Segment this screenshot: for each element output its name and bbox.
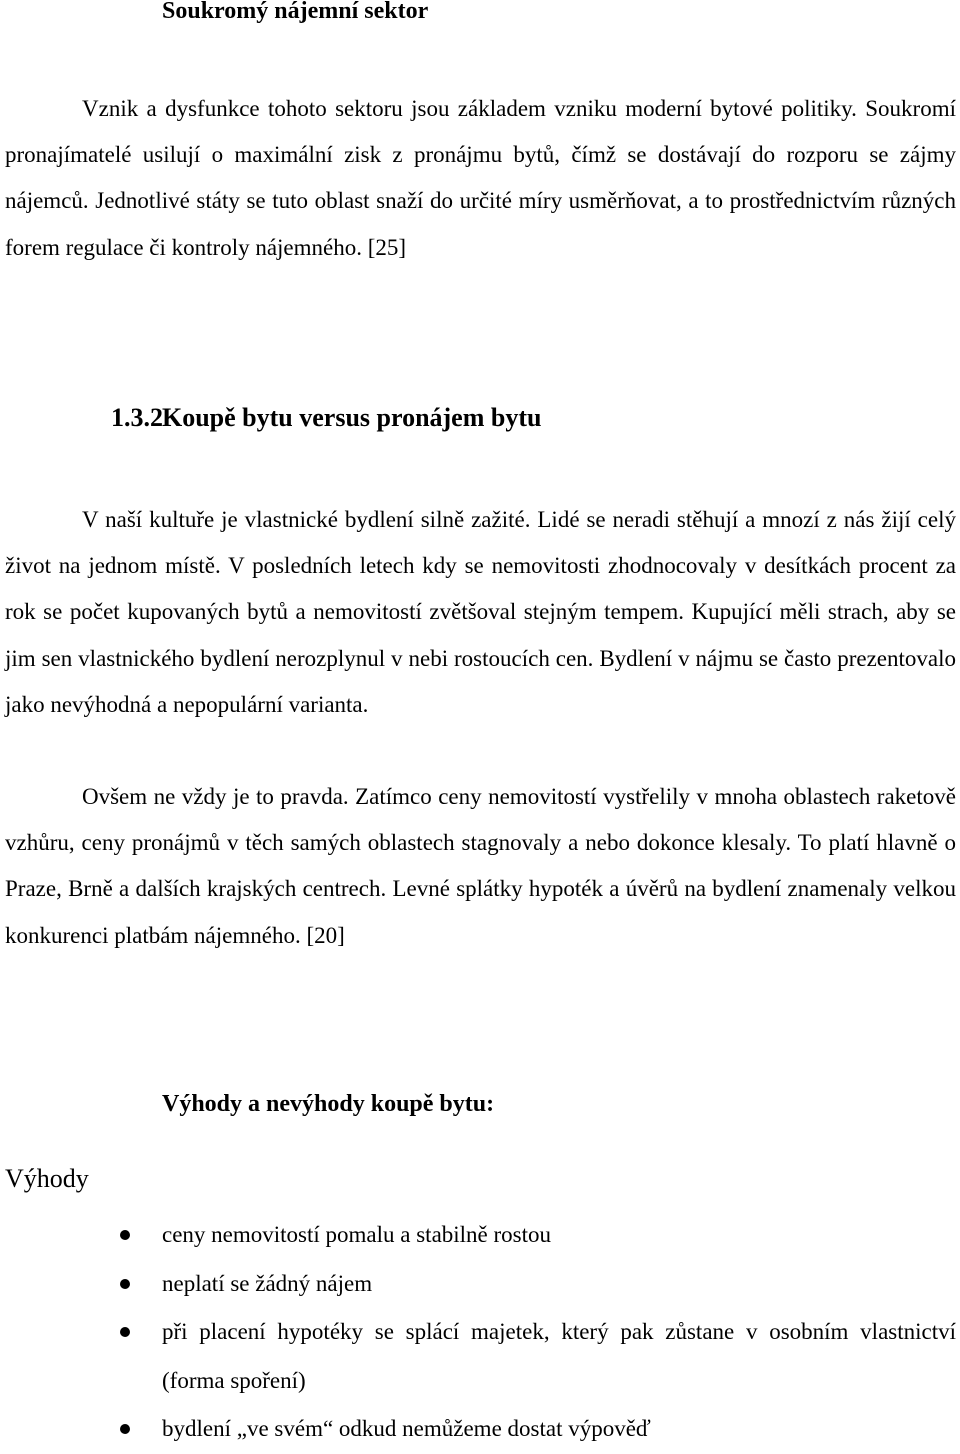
list-item bbox=[0, 1260, 960, 1309]
bullet-icon bbox=[120, 1424, 130, 1434]
list-item-text: neplatí se žádný nájem bbox=[162, 1270, 373, 1296]
paragraph-not-always-true bbox=[5, 774, 956, 959]
list-item bbox=[0, 1405, 960, 1454]
section-title: Koupě bytu versus pronájem bytu bbox=[162, 403, 542, 432]
list-item bbox=[0, 1308, 960, 1405]
bullet-icon bbox=[120, 1279, 130, 1289]
subheading-pros-cons: Výhody a nevýhody koupě bytu: bbox=[162, 1091, 495, 1117]
bullet-icon bbox=[120, 1327, 130, 1337]
advantages-list bbox=[0, 1211, 960, 1454]
section-number: 1.3.2 bbox=[111, 403, 163, 432]
paragraph-private-rental bbox=[5, 86, 956, 271]
list-item-text: bydlení „ve svém“ odkud nemůžeme dostat výpověď bbox=[162, 1416, 651, 1441]
section-heading-private-rental: Soukromý nájemní sektor bbox=[162, 0, 429, 24]
paragraph-text: Ovšem ne vždy je to pravda. Zatímco ceny nemovitostí vystřelily v mnoha oblastech raketově vzhůru, ceny pronájmů v těch samých oblastech stagnovaly a nebo dokonce klesaly. To platí hlavně o Praze, Brně a dalších krajských centrech. Levné splátky hypoték a úvěrů na bydlení znamenaly velkou konkurenci platbám nájemného. [20] bbox=[5, 784, 956, 948]
list-item-text: při placení hypotéky se splácí majetek, který pak zůstane v osobním vlastnictví (forma spoření) bbox=[162, 1319, 956, 1393]
paragraph-text: Vznik a dysfunkce tohoto sektoru jsou základem vzniku moderní bytové politiky. Soukromí pronajímatelé usilují o maximální zisk z pronájmu bytů, čímž se dostávají do rozporu se zájmy nájemců. Jednotlivé státy se tuto oblast snaží do určité míry usměrňovat, a to prostřednictvím různých forem regulace či kontroly nájemného. [25] bbox=[5, 96, 956, 260]
section-heading-purchase-vs-rent bbox=[111, 398, 541, 438]
list-item bbox=[0, 1211, 960, 1260]
label-advantages: Výhody bbox=[5, 1164, 89, 1193]
bullet-icon bbox=[120, 1230, 130, 1240]
paragraph-text: V naší kultuře je vlastnické bydlení silně zažité. Lidé se neradi stěhují a mnozí z nás žijí celý život na jednom místě. V posledních letech kdy se nemovitosti zhodnocovaly v desítkách procent za rok se počet kupovaných bytů a nemovitostí zvětšoval stejným tempem. Kupující měli strach, aby se jim sen vlastnického bydlení nerozplynul v nebi rostoucích cen. Bydlení v nájmu se často prezentovalo jako nevýhodná a nepopulární varianta. bbox=[5, 507, 956, 717]
list-item-text: ceny nemovitostí pomalu a stabilně rostou bbox=[162, 1222, 552, 1247]
paragraph-ownership-culture bbox=[5, 497, 956, 728]
